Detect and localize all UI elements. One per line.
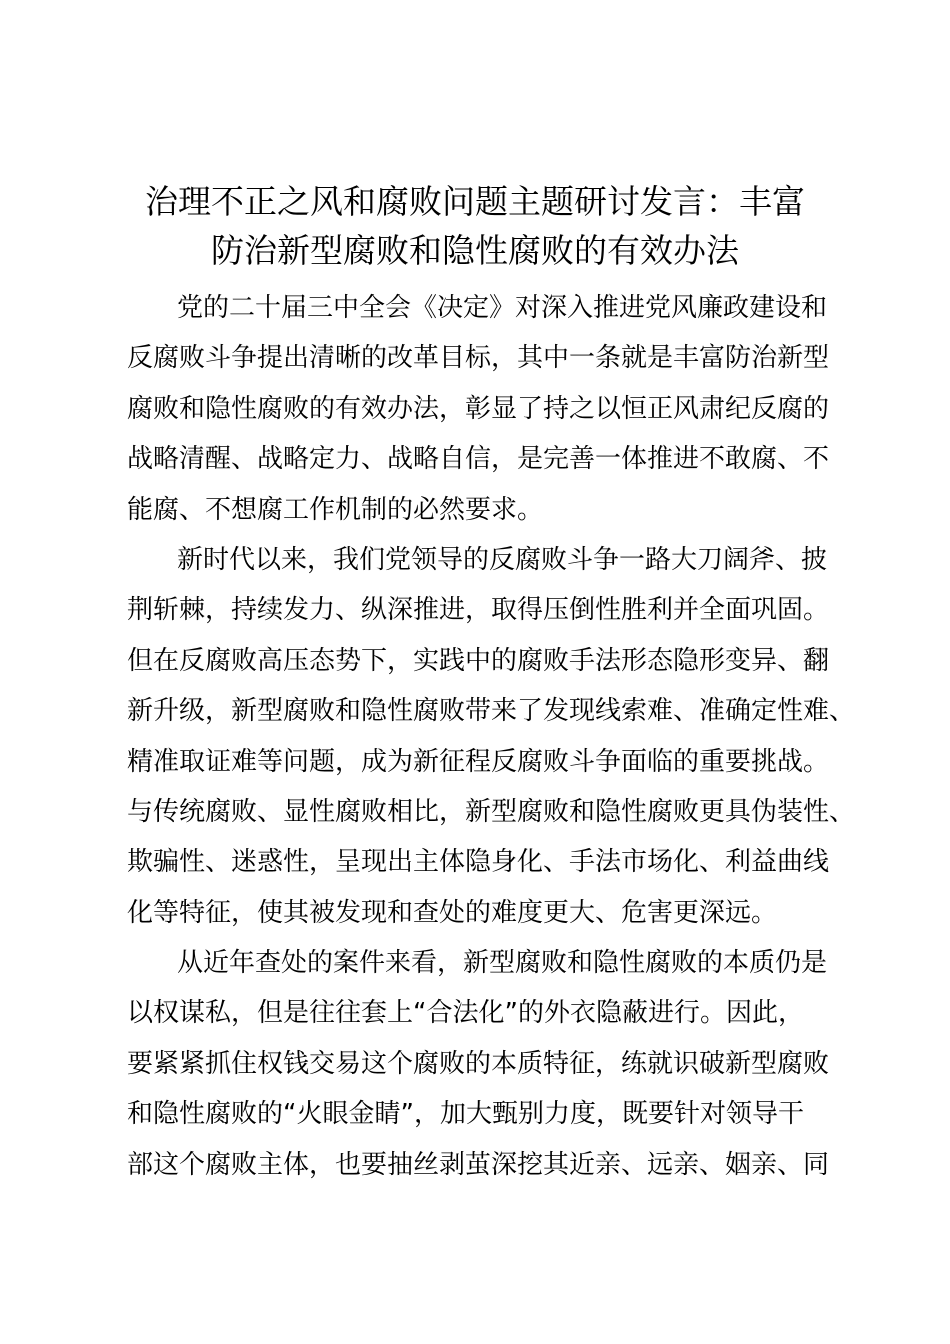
title-line: 防治新型腐败和隐性腐败的有效办法: [211, 231, 739, 270]
document-title: [100, 177, 850, 275]
text-line: 腐败和隐性腐败的有效办法，彰显了持之以恒正风肃纪反腐的: [127, 393, 830, 424]
text-line: 和隐性腐败的“火眼金睛”，加大甄别力度，既要针对领导干: [127, 1099, 804, 1130]
paragraph-1: [127, 283, 847, 535]
paragraph-2: [127, 535, 856, 938]
text-line: 反腐败斗争提出清晰的改革目标，其中一条就是丰富防治新型: [127, 343, 830, 374]
text-line: 从近年查处的案件来看，新型腐败和隐性腐败的本质仍是: [177, 948, 828, 979]
text-line: 荆斩棘，持续发力、纵深推进，取得压倒性胜利并全面巩固。: [127, 595, 830, 626]
text-line: 要紧紧抓住权钱交易这个腐败的本质特征，练就识破新型腐败: [127, 1048, 830, 1079]
text-line: 战略清醒、战略定力、战略自信，是完善一体推进不敢腐、不: [127, 444, 830, 475]
text-line: 能腐、不想腐工作机制的必然要求。: [127, 494, 544, 525]
text-line: 但在反腐败高压态势下，实践中的腐败手法形态隐形变异、翻: [127, 645, 830, 676]
paragraph-3: [127, 938, 847, 1190]
text-line: 新升级，新型腐败和隐性腐败带来了发现线索难、准确定性难、: [127, 696, 856, 727]
text-line: 新时代以来，我们党领导的反腐败斗争一路大刀阔斧、披: [177, 544, 828, 575]
text-line: 部这个腐败主体，也要抽丝剥茧深挖其近亲、远亲、姻亲、同: [127, 1149, 830, 1180]
title-line: 治理不正之风和腐败问题主题研讨发言：丰富: [145, 182, 805, 221]
document-body: [127, 283, 856, 1190]
text-line: 与传统腐败、显性腐败相比，新型腐败和隐性腐败更具伪装性、: [127, 796, 856, 827]
text-line: 精准取证难等问题，成为新征程反腐败斗争面临的重要挑战。: [127, 746, 830, 777]
text-line: 党的二十届三中全会《决定》对深入推进党风廉政建设和: [177, 293, 828, 323]
text-line: 欺骗性、迷惑性，呈现出主体隐身化、手法市场化、利益曲线: [127, 847, 830, 878]
text-line: 化等特征，使其被发现和查处的难度更大、危害更深远。: [127, 897, 778, 928]
text-line: 以权谋私，但是往往套上“合法化”的外衣隐蔽进行。因此，: [127, 998, 804, 1029]
